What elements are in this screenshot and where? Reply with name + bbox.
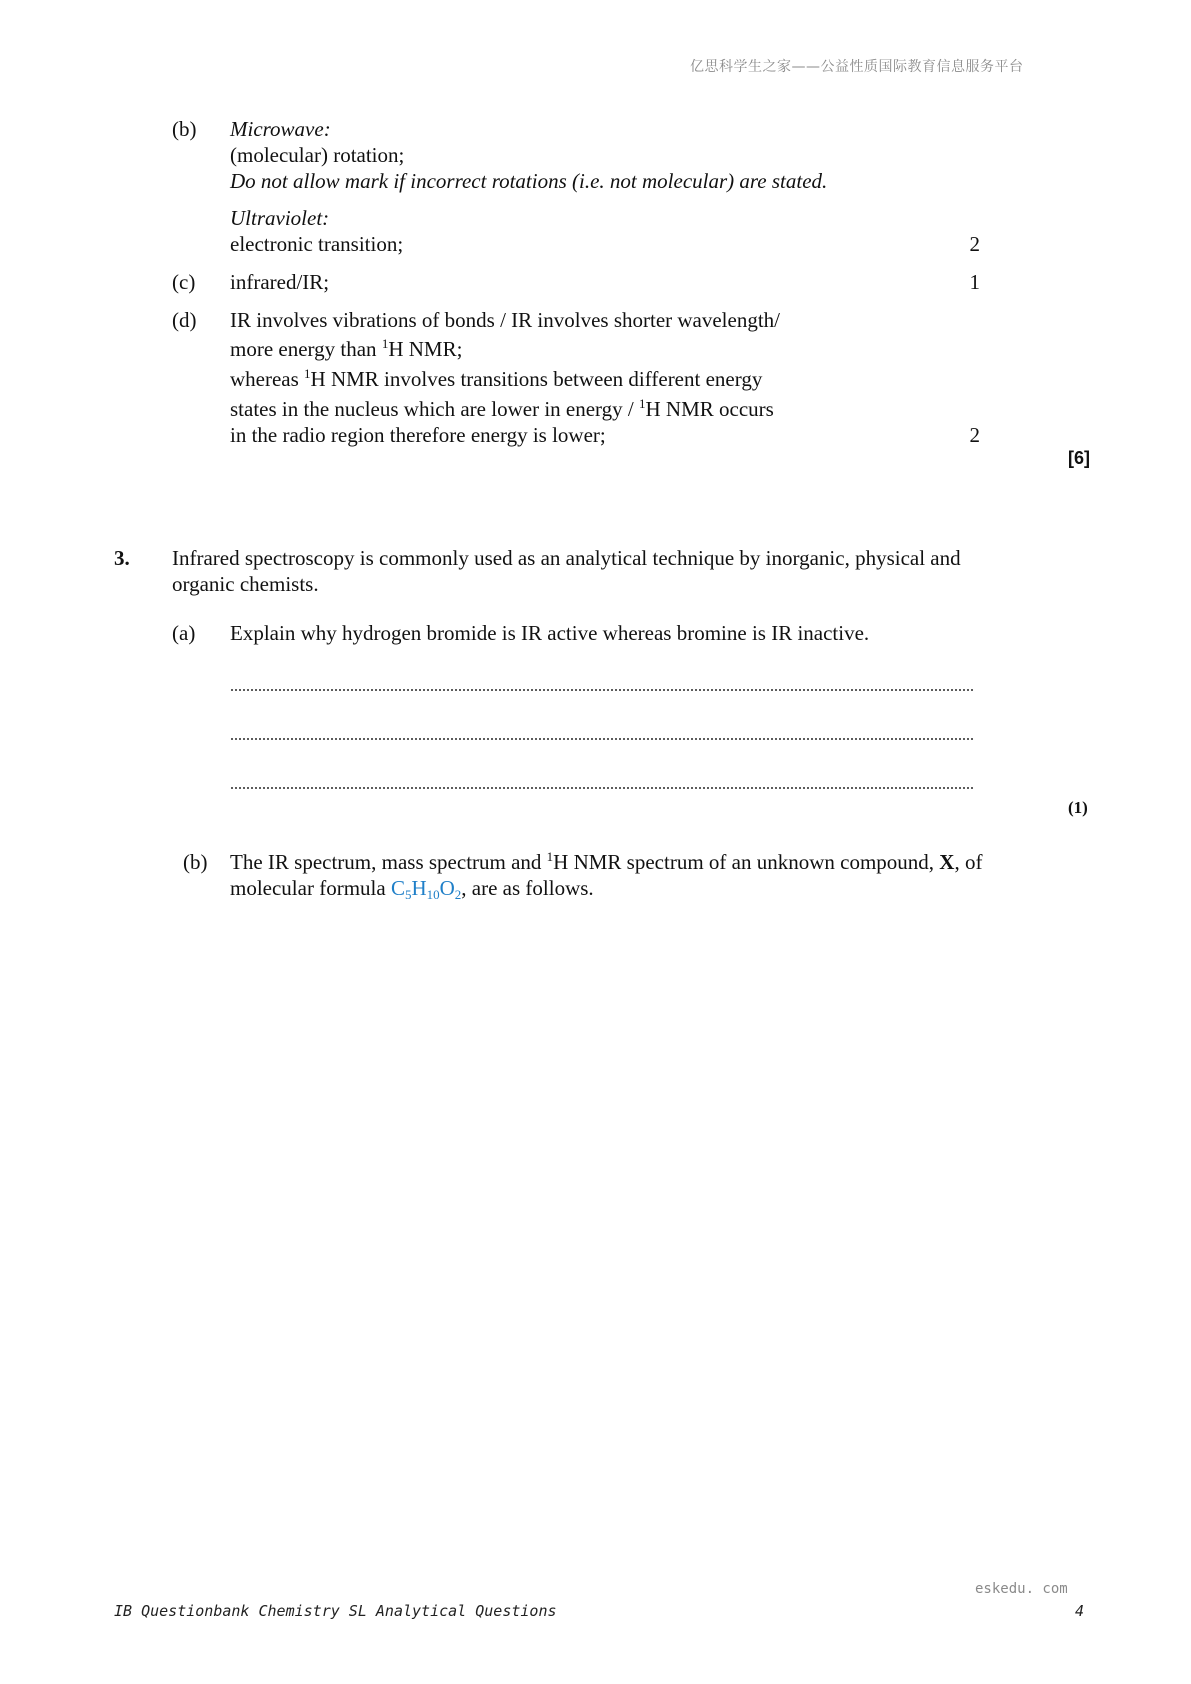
q2c-answer: infrared/IR; bbox=[230, 270, 330, 294]
q2d-label: (d) bbox=[172, 308, 197, 332]
q3-intro-line2: organic chemists. bbox=[172, 572, 319, 596]
q2d-line4: states in the nucleus which are lower in energy / $^1$H NMR occurs bbox=[230, 396, 774, 421]
q3-number: 3. bbox=[114, 546, 130, 570]
superscript-1: 1 bbox=[381, 336, 389, 351]
q3b-line2: molecular formula $C_5H_{10}O_2$, are as follows. bbox=[230, 876, 594, 902]
q2b-microwave-heading: Microwave: bbox=[230, 117, 331, 141]
answer-line-2[interactable] bbox=[230, 738, 975, 740]
q2-total-marks: [6] bbox=[1068, 448, 1090, 468]
q2b-microwave-note: Do not allow mark if incorrect rotations (i.e. not molecular) are stated. bbox=[230, 169, 828, 193]
q3a-marks: (1) bbox=[1068, 798, 1088, 817]
q2b-microwave-answer: (molecular) rotation; bbox=[230, 143, 405, 167]
q2c-label: (c) bbox=[172, 270, 196, 294]
footer-site-watermark: eskedu. com bbox=[975, 1581, 1068, 1597]
q3-intro-line1: Infrared spectroscopy is commonly used as an analytical technique by inorganic, physical and bbox=[172, 546, 961, 570]
superscript-1: 1 bbox=[639, 396, 646, 411]
compound-x: X bbox=[939, 850, 955, 874]
q2c-marks: 1 bbox=[969, 270, 980, 294]
page-number: 4 bbox=[1075, 1602, 1085, 1620]
answer-line-3[interactable] bbox=[230, 787, 975, 789]
q3b-line1: The IR spectrum, mass spectrum and $^1$H NMR spectrum of an unknown compound, X, of bbox=[230, 849, 983, 874]
superscript-1: 1 bbox=[304, 366, 311, 381]
molecular-formula-link[interactable]: $C_5H_{10}O_2$ bbox=[390, 876, 462, 902]
q2d-marks: 2 bbox=[969, 423, 980, 447]
q2d-line1: IR involves vibrations of bonds / IR involves shorter wavelength/ bbox=[230, 308, 781, 332]
q2b-uv-answer: electronic transition; bbox=[230, 232, 404, 256]
q3b-label: (b) bbox=[183, 850, 208, 874]
answer-line-1[interactable] bbox=[230, 689, 975, 691]
header-watermark: 亿思科学生之家——公益性质国际教育信息服务平台 bbox=[690, 59, 1024, 75]
q3a-label: (a) bbox=[172, 621, 196, 645]
q3a-question: Explain why hydrogen bromide is IR active whereas bromine is IR inactive. bbox=[230, 621, 870, 645]
footer-title: IB Questionbank Chemistry SL Analytical Questions bbox=[114, 1602, 557, 1620]
q2d-line5: in the radio region therefore energy is lower; bbox=[230, 423, 606, 447]
q2b-uv-heading: Ultraviolet: bbox=[230, 206, 330, 230]
q2b-marks: 2 bbox=[969, 232, 980, 256]
superscript-1: 1 bbox=[546, 849, 554, 864]
q2d-line2: more energy than $^1$H NMR; bbox=[230, 336, 463, 361]
q2b-label: (b) bbox=[172, 117, 197, 141]
q2d-line3: whereas $^1$H NMR involves transitions between different energy bbox=[230, 366, 763, 391]
